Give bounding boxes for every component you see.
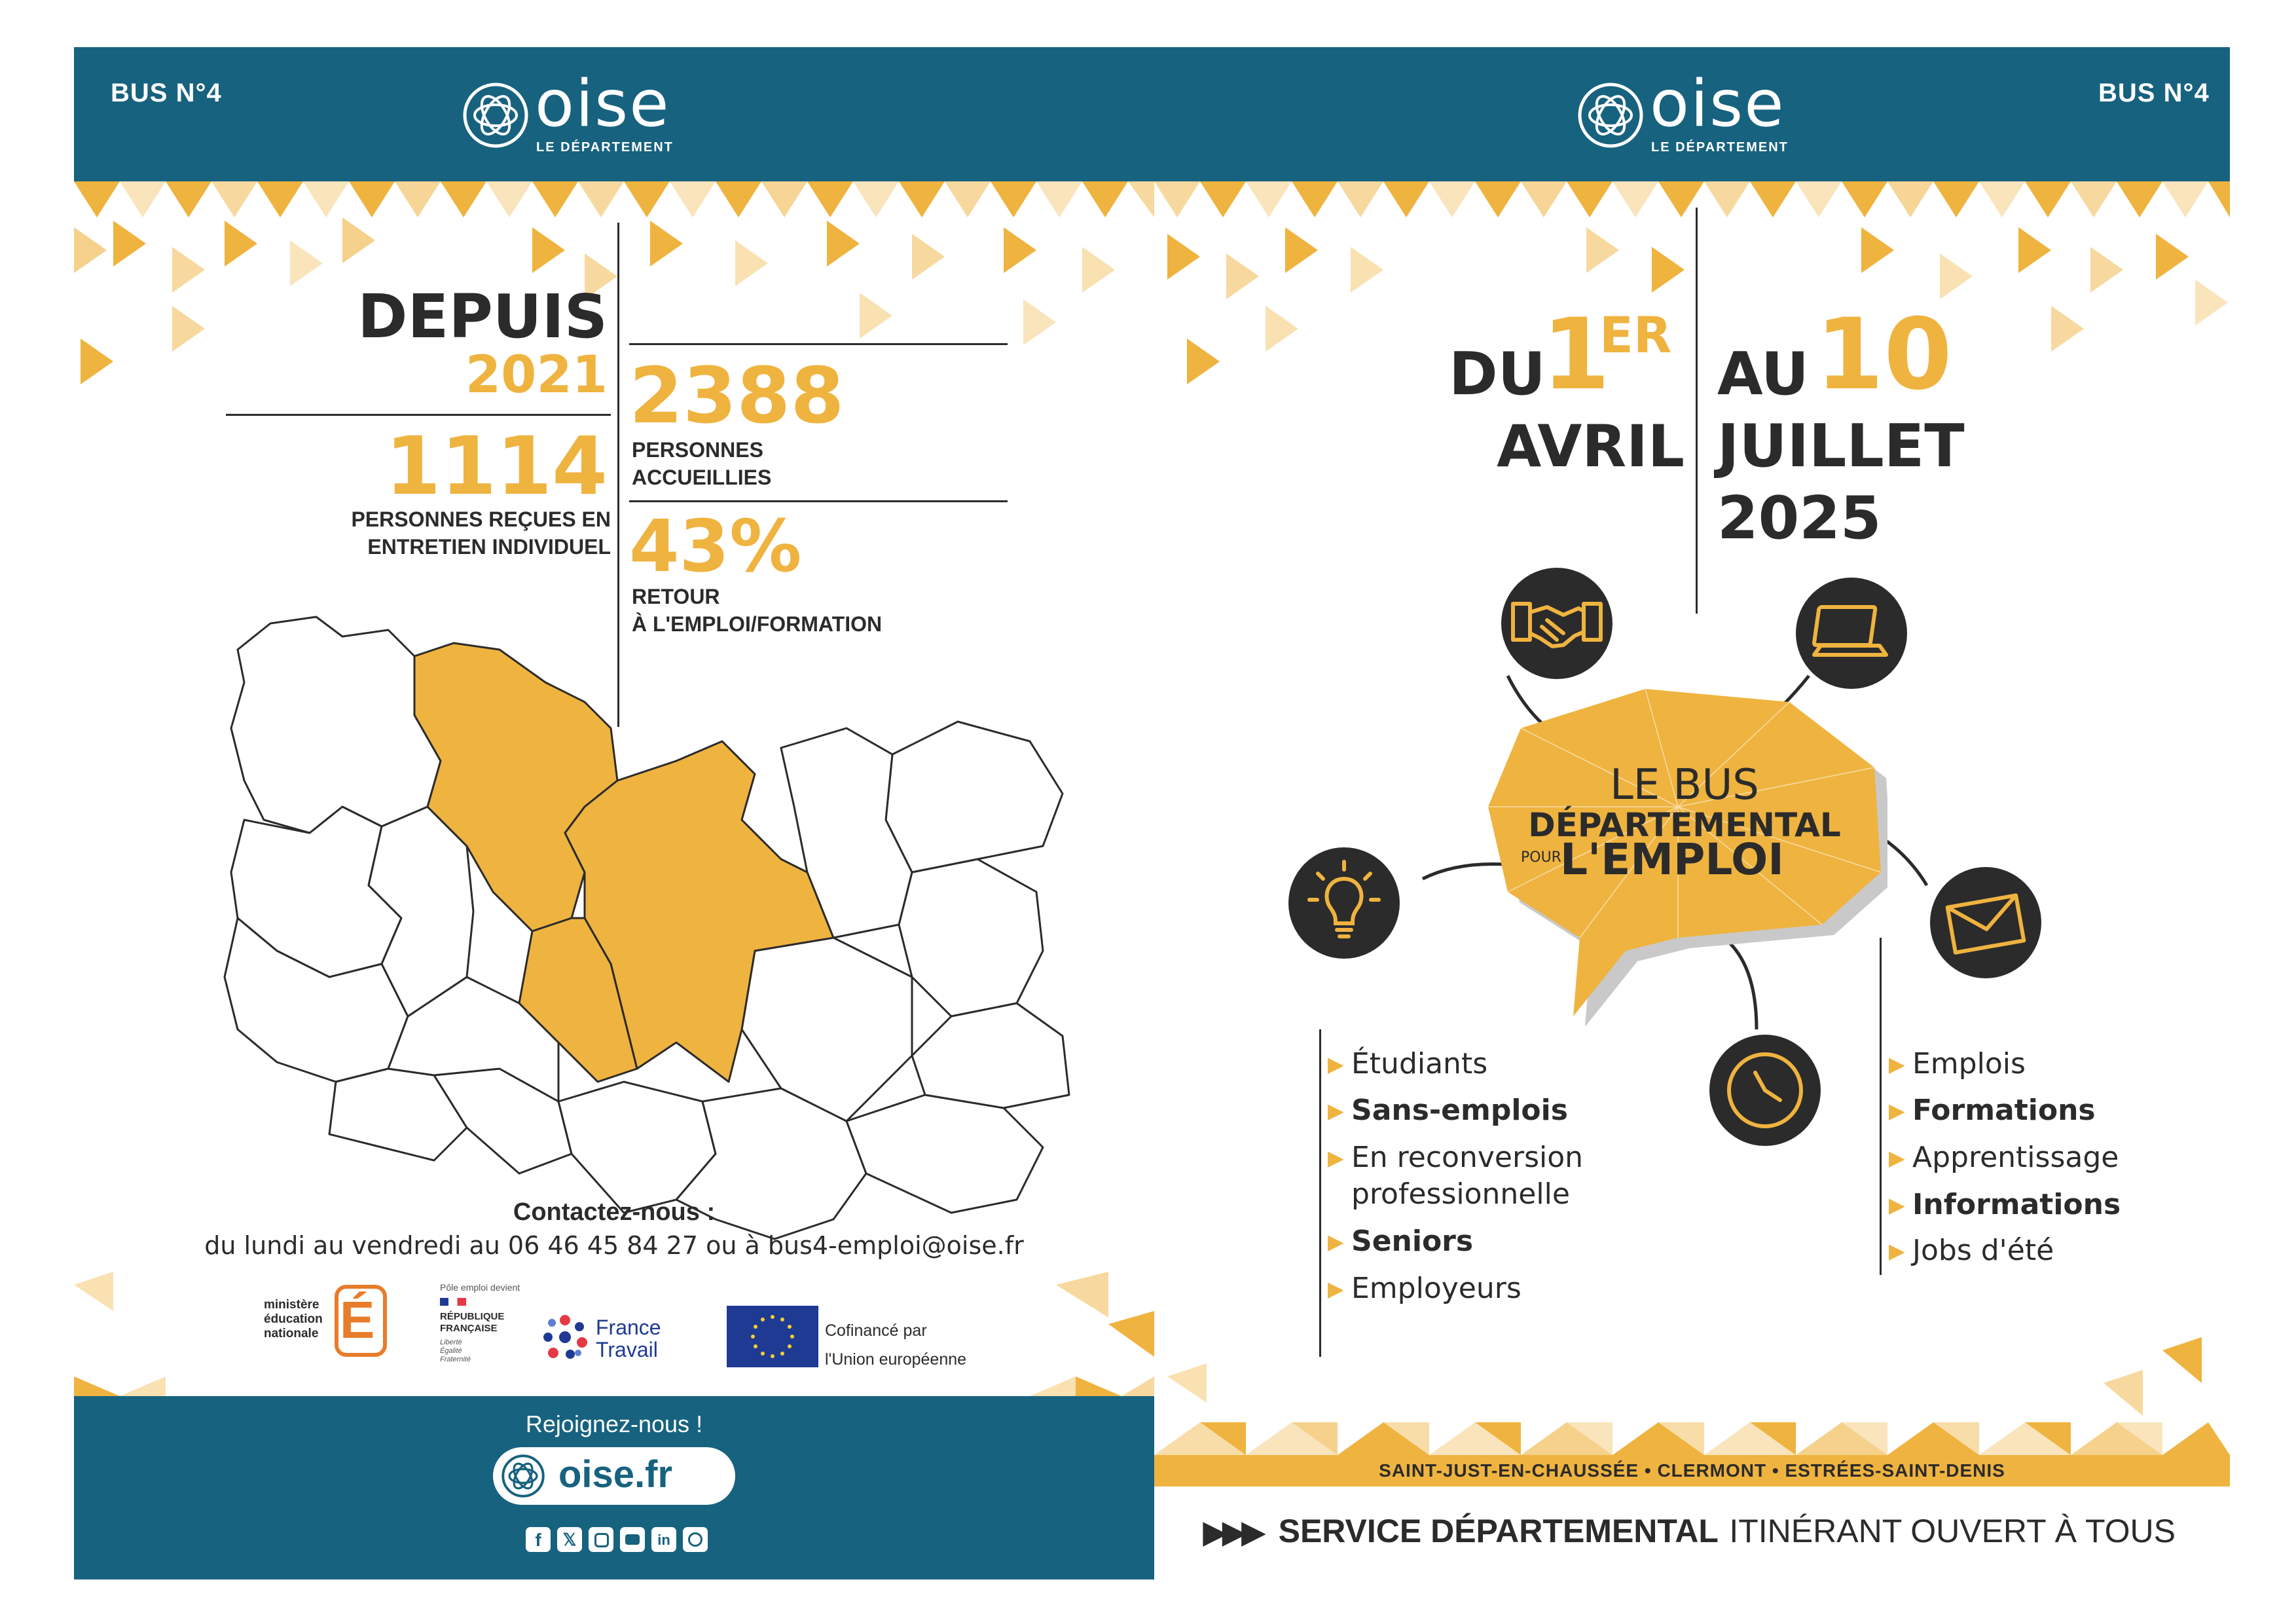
audience-item-etudiants: ▶ Étudiants <box>1328 1046 1487 1082</box>
left-top-triangle-pattern <box>74 181 1154 417</box>
ministere-line-2: éducation <box>264 1312 323 1326</box>
ministere-letter: É <box>340 1291 375 1349</box>
map-district-northwest <box>231 617 441 833</box>
date-day-start-suffix: ER <box>1599 306 1672 364</box>
oise-logo-word: oise <box>535 67 670 141</box>
left-footer-band <box>74 1396 1154 1579</box>
oise-district-map <box>218 610 1082 1246</box>
france-travail-dots-icon <box>539 1311 591 1363</box>
service-footer <box>1203 1512 2176 1558</box>
map-district-east-2 <box>912 1003 1069 1108</box>
audience-item-sans-emplois: ▶ Sans-emplois <box>1328 1092 1568 1129</box>
triangle-bullet-icon: ▶ <box>1328 1145 1344 1170</box>
service-footer-bold: SERVICE DÉPARTEMENTAL <box>1278 1513 1719 1549</box>
ministere-line-3: nationale <box>264 1327 319 1340</box>
france-travail-line-1: France <box>596 1316 661 1339</box>
audience-item-reconversion: ▶ En reconversion professionnelle <box>1328 1141 1584 1211</box>
service-item-formations: ▶ Formations <box>1889 1092 2096 1129</box>
triangle-bullet-icon: ▶ <box>1328 1276 1344 1301</box>
date-day-end: 10 <box>1815 298 1952 412</box>
return-topline <box>629 500 1008 502</box>
stat-received-label-2: ENTRETIEN INDIVIDUEL <box>367 535 611 559</box>
oise-logo-subtitle-right: LE DÉPARTEMENT <box>1651 140 1789 155</box>
stat-received-value: 1114 <box>385 420 608 513</box>
audience-item-employeurs: ▶ Employeurs <box>1328 1270 1522 1307</box>
motto-line-2: Égalité <box>440 1347 462 1355</box>
date-month-end: JUILLET <box>1717 412 1965 481</box>
right-bottom-triangle-pattern <box>1154 1324 2230 1455</box>
triangle-bullet-icon: ▶ <box>1328 1098 1344 1123</box>
map-district-northeast <box>886 722 1063 872</box>
triangle-bullet-icon: ▶ <box>1889 1238 1905 1263</box>
french-flag-icon <box>440 1298 466 1306</box>
youtube-icon[interactable] <box>620 1527 645 1552</box>
bubble-line-1: LE BUS <box>1610 761 1759 809</box>
ministere-line-1: ministère <box>264 1298 319 1312</box>
contact-details[interactable]: du lundi au vendredi au 06 46 45 84 27 ou à bus4-emploi@oise.fr <box>204 1231 1024 1260</box>
date-du: DU <box>1449 340 1546 409</box>
facebook-icon[interactable]: f <box>526 1527 551 1552</box>
bubble-line-2: DÉPARTEMENTAL <box>1528 806 1841 844</box>
eu-line-2: l'Union européenne <box>825 1350 967 1369</box>
triangle-bullet-icon: ▶ <box>1889 1192 1905 1217</box>
stat-welcomed-value: 2388 <box>629 350 845 441</box>
service-item-apprentissage: ▶ Apprentissage <box>1889 1139 2119 1176</box>
triangle-bullet-icon: ▶ <box>1328 1052 1344 1077</box>
whatsapp-icon[interactable] <box>683 1527 708 1552</box>
ministere-education-logo <box>257 1278 395 1396</box>
welcomed-topline <box>629 343 1008 345</box>
instagram-icon[interactable] <box>589 1527 613 1552</box>
date-au: AU <box>1717 340 1809 409</box>
left-panel <box>74 47 1154 1579</box>
date-month-start: AVRIL <box>1497 413 1685 480</box>
x-icon[interactable]: 𝕏 <box>557 1527 582 1552</box>
stat-return-label-1: RETOUR <box>632 585 720 608</box>
linkedin-icon[interactable]: in <box>651 1527 676 1552</box>
bus-number-tag-right: BUS N°4 <box>2098 79 2210 107</box>
towns-band <box>1154 1455 2230 1486</box>
eu-flag-icon <box>727 1306 818 1367</box>
oise-logo-subtitle: LE DÉPARTEMENT <box>536 140 674 155</box>
republique-line-1: RÉPUBLIQUE <box>440 1311 505 1322</box>
oise-logo-word-right: oise <box>1650 67 1785 141</box>
bubble-pour: POUR <box>1521 849 1561 866</box>
handshake-icon <box>1501 568 1613 679</box>
lightbulb-icon <box>1288 847 1400 959</box>
oise-logo-icon <box>462 81 530 149</box>
social-icons-row <box>526 1527 708 1553</box>
service-item-jobs-ete: ▶ Jobs d'été <box>1889 1232 2054 1269</box>
triangle-bullet-icon: ▶ <box>1328 1229 1344 1254</box>
audience-item-seniors: ▶ Seniors <box>1328 1223 1473 1260</box>
stat-return-value: 43% <box>629 504 802 588</box>
france-travail-line-2: Travail <box>596 1338 658 1361</box>
website-pill[interactable] <box>493 1447 735 1505</box>
stat-welcomed-label-2: ACCUEILLIES <box>632 466 772 489</box>
stat-received-label-1: PERSONNES REÇUES EN <box>351 507 611 531</box>
envelope-icon <box>1930 867 2041 978</box>
right-panel <box>1154 47 2230 1579</box>
eu-line-1: Cofinancé par <box>825 1321 927 1340</box>
contact-title: Contactez-nous : <box>513 1198 716 1226</box>
oise-small-logo-icon <box>501 1454 545 1498</box>
map-district-southeast <box>847 1095 1043 1213</box>
service-item-emplois: ▶ Emplois <box>1889 1046 2026 1082</box>
motto-line-3: Fraternité <box>440 1356 471 1363</box>
stat-welcomed-label-1: PERSONNES <box>632 438 763 462</box>
since-word: DEPUIS <box>357 282 608 352</box>
stat-return-label-2: À L'EMPLOI/FORMATION <box>632 612 883 636</box>
website-link[interactable]: oise.fr <box>558 1453 673 1496</box>
france-travail-logo <box>431 1278 686 1396</box>
triangle-bullet-icon: ▶ <box>1889 1098 1905 1123</box>
motto-line-1: Liberté <box>440 1338 462 1346</box>
since-year: 2021 <box>465 346 608 405</box>
since-underline <box>226 414 611 416</box>
republique-small-text: Pôle emploi devient <box>440 1282 520 1293</box>
eu-cofinance-logo <box>719 1278 991 1396</box>
republique-line-2: FRANÇAISE <box>440 1323 498 1334</box>
join-us-text: Rejoignez-nous ! <box>525 1411 703 1437</box>
date-year: 2025 <box>1717 484 1882 553</box>
map-district-east-1 <box>899 859 1043 1016</box>
date-day-start: 1 <box>1542 298 1611 412</box>
bus-number-tag: BUS N°4 <box>111 79 222 107</box>
clock-icon <box>1709 1035 1821 1146</box>
towns-list: SAINT-JUST-EN-CHAUSSÉE • CLERMONT • ESTRÉES-SAINT-DENIS <box>1379 1460 2005 1481</box>
triangle-bullet-icon: ▶ <box>1889 1145 1905 1170</box>
service-footer-rest: ITINÉRANT OUVERT À TOUS <box>1729 1513 2176 1549</box>
triple-arrow-icon: ▶▶▶ <box>1203 1515 1262 1549</box>
triangle-bullet-icon: ▶ <box>1889 1052 1905 1077</box>
bubble-line-3: L'EMPLOI <box>1560 834 1784 885</box>
laptop-icon <box>1796 578 1907 689</box>
service-item-informations: ▶ Informations <box>1889 1187 2121 1223</box>
